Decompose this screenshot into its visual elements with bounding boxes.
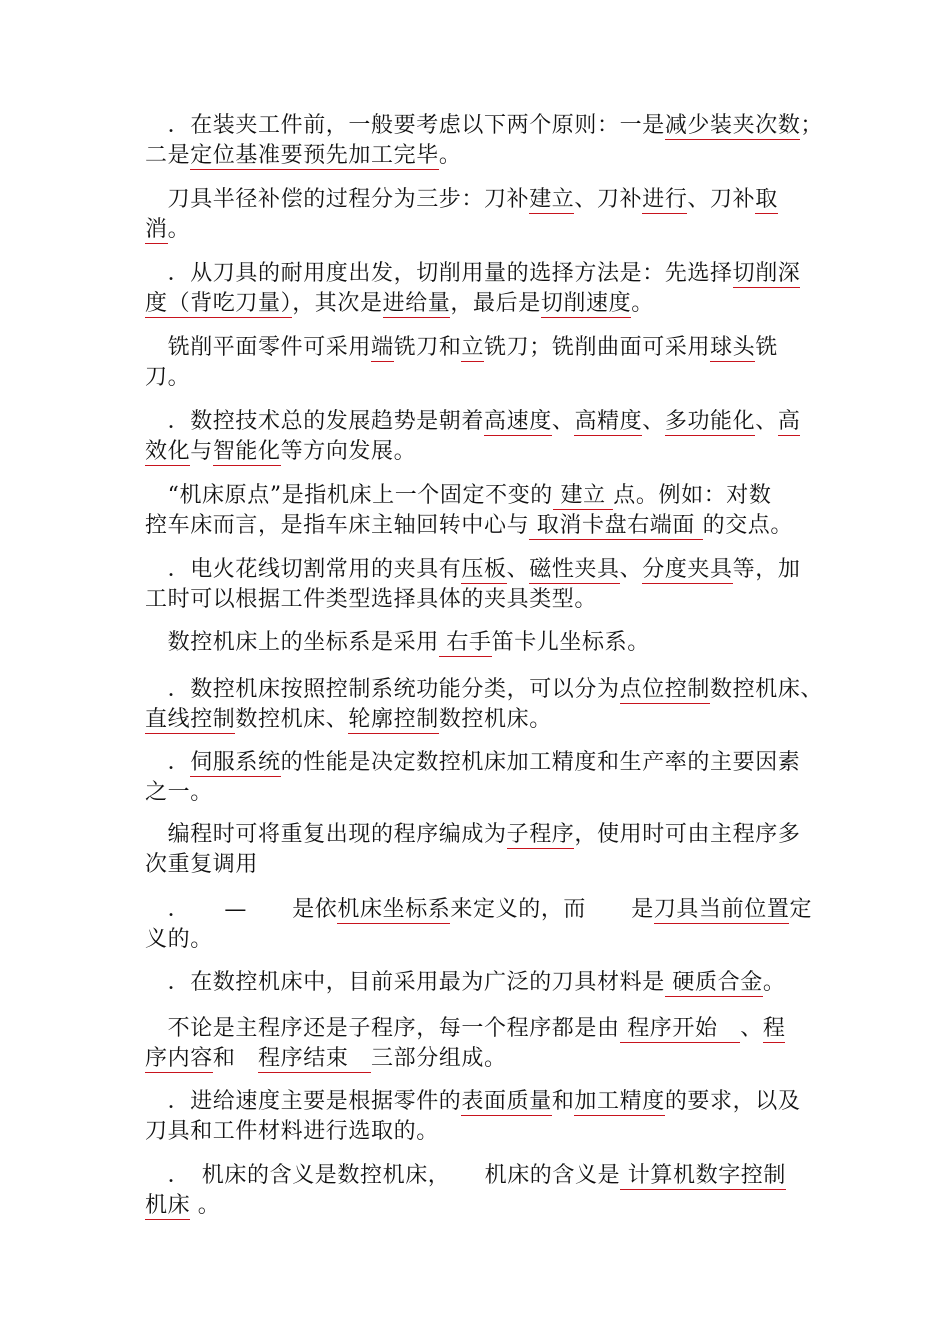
- answer-underlined: 程序开始: [619, 1016, 741, 1041]
- answer-underlined: 轮廓控制: [348, 707, 439, 732]
- answer-underlined: 压板: [461, 557, 507, 582]
- line: [145, 555, 813, 585]
- text-run: 控车床而言，是指车床主轴回转中心与: [145, 513, 530, 538]
- answer-underlined: 高速度: [484, 409, 552, 434]
- line: [145, 185, 813, 215]
- answer-underlined: 取消卡盘右端面: [529, 513, 703, 538]
- paragraph-11: [145, 820, 813, 880]
- line: [145, 363, 813, 393]
- line: [145, 1087, 813, 1117]
- line: [145, 141, 813, 171]
- text-run: 。: [190, 1193, 221, 1218]
- answer-underlined: 伺服系统: [190, 750, 281, 775]
- text-run: 。: [631, 291, 654, 316]
- answer-underlined: 减少装夹次数: [664, 113, 801, 138]
- answer-underlined: 消: [145, 217, 168, 242]
- answer-underlined: 加工精度: [574, 1089, 665, 1114]
- line: [145, 1161, 813, 1191]
- line: [145, 259, 813, 289]
- text-run: 。: [762, 970, 786, 995]
- text-run: 的性能是决定数控机床加工精度和生产率的主要因素: [280, 750, 801, 775]
- answer-underlined: 取: [755, 187, 778, 212]
- text-run: 等方向发展。: [280, 439, 417, 464]
- answer-underlined: 机床坐标系: [337, 897, 451, 922]
- text-run: “机床原点”是指机床上一个固定不变的: [145, 483, 553, 508]
- text-run: 定: [789, 897, 813, 922]
- text-run: ．在数控机床中，目前采用最为广泛的刀具材料是: [145, 970, 665, 995]
- text-run: 不论是主程序还是子程序，每一个程序都是由: [145, 1016, 620, 1041]
- text-run: 工时可以根据工件类型选择具体的夹具类型。: [145, 587, 598, 612]
- answer-underlined: 建立: [529, 187, 575, 212]
- text-run: 笛卡儿坐标系。: [491, 630, 650, 655]
- answer-underlined: 分度夹具: [642, 557, 733, 582]
- answer-underlined: 立: [461, 335, 485, 360]
- text-run: ，最后是: [450, 291, 541, 316]
- line: [145, 820, 813, 850]
- answer-underlined: 高: [777, 409, 801, 434]
- answer-underlined: 计算机数字控制: [620, 1163, 786, 1188]
- line: [145, 511, 813, 541]
- answer-underlined: 智能化: [212, 439, 281, 464]
- answer-underlined: 右手: [438, 630, 492, 655]
- text-run: 刀具半径补偿的过程分为三步：刀补: [145, 187, 530, 212]
- text-run: 等，加: [732, 557, 801, 582]
- line: [145, 748, 813, 778]
- answer-underlined: 定位基准要预先加工完毕: [190, 143, 439, 168]
- paragraph-3: [145, 259, 813, 319]
- text-run: 、: [642, 409, 665, 434]
- text-run: 数控机床、: [710, 677, 824, 702]
- text-run: 三部分组成。: [371, 1046, 507, 1071]
- paragraph-6: [145, 481, 813, 541]
- text-run: 之一。: [145, 780, 213, 805]
- answer-underlined: 磁性夹具: [529, 557, 620, 582]
- text-run: 次重复调用: [145, 852, 259, 877]
- text-run: 数控机床上的坐标系是采用: [145, 630, 439, 655]
- line: [145, 850, 813, 880]
- answer-underlined: 硬质合金: [664, 970, 763, 995]
- text-run: 铣刀；铣削曲面可采用: [484, 335, 711, 360]
- text-run: ；: [800, 113, 824, 138]
- text-run: ．进给速度主要是根据零件的: [145, 1089, 462, 1114]
- text-run: 与: [190, 439, 213, 464]
- line: [145, 585, 813, 615]
- answer-underlined: 切削速度: [540, 291, 632, 316]
- text-run: 数控机床、: [235, 707, 349, 732]
- paragraph-2: [145, 185, 813, 245]
- paragraph-13: [145, 968, 813, 998]
- text-run: ．电火花线切割常用的夹具有: [145, 557, 462, 582]
- answer-underlined: 效化: [145, 439, 191, 464]
- text-run: 铣削平面零件可采用: [145, 335, 372, 360]
- text-run: 刀。: [145, 365, 191, 390]
- answer-underlined: 表面质量: [461, 1089, 552, 1114]
- text-run: ．从刀具的耐用度出发，切削用量的选择方法是：先选择: [145, 261, 733, 286]
- line: [145, 111, 824, 141]
- text-run: 的要求，以及: [664, 1089, 801, 1114]
- text-run: 、: [551, 409, 575, 434]
- text-run: 二是: [145, 143, 191, 168]
- text-run: 、: [740, 1016, 763, 1041]
- text-run: 铣刀和: [393, 335, 462, 360]
- text-run: 点。例如：对数: [613, 483, 772, 508]
- text-run: 铣: [755, 335, 778, 360]
- answer-underlined: 球头: [710, 335, 756, 360]
- paragraph-12: [145, 895, 813, 955]
- line: [145, 1014, 813, 1044]
- answer-underlined: 度（背吃刀量）: [145, 291, 293, 316]
- answer-underlined: 进给量: [382, 291, 451, 316]
- text-run: ． 机床的含义是数控机床， 机床的含义是: [145, 1163, 621, 1188]
- line: [145, 705, 813, 735]
- answer-underlined: 程: [762, 1016, 786, 1041]
- line: [145, 1191, 813, 1221]
- text-run: 、刀补: [574, 187, 643, 212]
- text-run: 、: [506, 557, 530, 582]
- line: [145, 778, 813, 808]
- paragraph-7: [145, 555, 813, 615]
- paragraph-15: [145, 1087, 813, 1147]
- text-run: ．数控机床按照控制系统功能分类，可以分为: [145, 677, 620, 702]
- text-run: 刀具和工件材料进行选取的。: [145, 1119, 439, 1144]
- line: [145, 481, 813, 511]
- text-run: 。: [438, 143, 462, 168]
- paragraph-1: [145, 111, 824, 171]
- answer-underlined: 端: [371, 335, 394, 360]
- answer-underlined: 程序结束: [258, 1046, 372, 1071]
- line: [145, 1117, 813, 1147]
- text-run: ． — 是依: [145, 897, 338, 922]
- answer-underlined: 子程序: [506, 822, 575, 847]
- answer-underlined: 刀具当前位置: [653, 897, 790, 922]
- line: [145, 628, 813, 658]
- paragraph-5: [145, 407, 813, 467]
- answer-underlined: 建立: [552, 483, 614, 508]
- paragraph-10: [145, 748, 813, 808]
- answer-underlined: 进行: [642, 187, 688, 212]
- line: [145, 1044, 813, 1074]
- line: [145, 407, 813, 437]
- answer-underlined: 直线控制: [145, 707, 236, 732]
- answer-underlined: 高精度: [574, 409, 643, 434]
- paragraph-8: [145, 628, 813, 658]
- answer-underlined: 切削深: [732, 261, 801, 286]
- text-run: 、: [755, 409, 778, 434]
- answer-underlined: 多功能化: [664, 409, 756, 434]
- paragraph-4: [145, 333, 813, 393]
- line: [145, 895, 813, 925]
- text-run: 和: [551, 1089, 575, 1114]
- line: [145, 333, 813, 363]
- text-run: 、: [619, 557, 643, 582]
- text-run: ．数控技术总的发展趋势是朝着: [145, 409, 485, 434]
- text-run: 和: [212, 1046, 259, 1071]
- text-run: 义的。: [145, 927, 213, 952]
- text-run: 的交点。: [702, 513, 793, 538]
- answer-underlined: 机床: [145, 1193, 191, 1218]
- paragraph-14: [145, 1014, 813, 1074]
- line: [145, 215, 813, 245]
- answer-underlined: 序内容: [145, 1046, 213, 1071]
- line: [145, 925, 813, 955]
- text-run: ．: [145, 750, 191, 775]
- line: [145, 675, 824, 705]
- paragraph-9: [145, 675, 824, 735]
- text-run: 、刀补: [687, 187, 756, 212]
- text-run: 编程时可将重复出现的程序编成为: [145, 822, 507, 847]
- line: [145, 437, 813, 467]
- answer-underlined: 点位控制: [619, 677, 711, 702]
- text-run: 。: [167, 217, 191, 242]
- paragraph-16: [145, 1161, 813, 1221]
- text-run: 数控机床。: [438, 707, 552, 732]
- text-run: ．在装夹工件前，一般要考虑以下两个原则：一是: [145, 113, 665, 138]
- text-run: 来定义的，而 是: [450, 897, 654, 922]
- text-run: ，使用时可由主程序多: [574, 822, 801, 847]
- line: [145, 968, 813, 998]
- text-run: ，其次是: [292, 291, 383, 316]
- line: [145, 289, 813, 319]
